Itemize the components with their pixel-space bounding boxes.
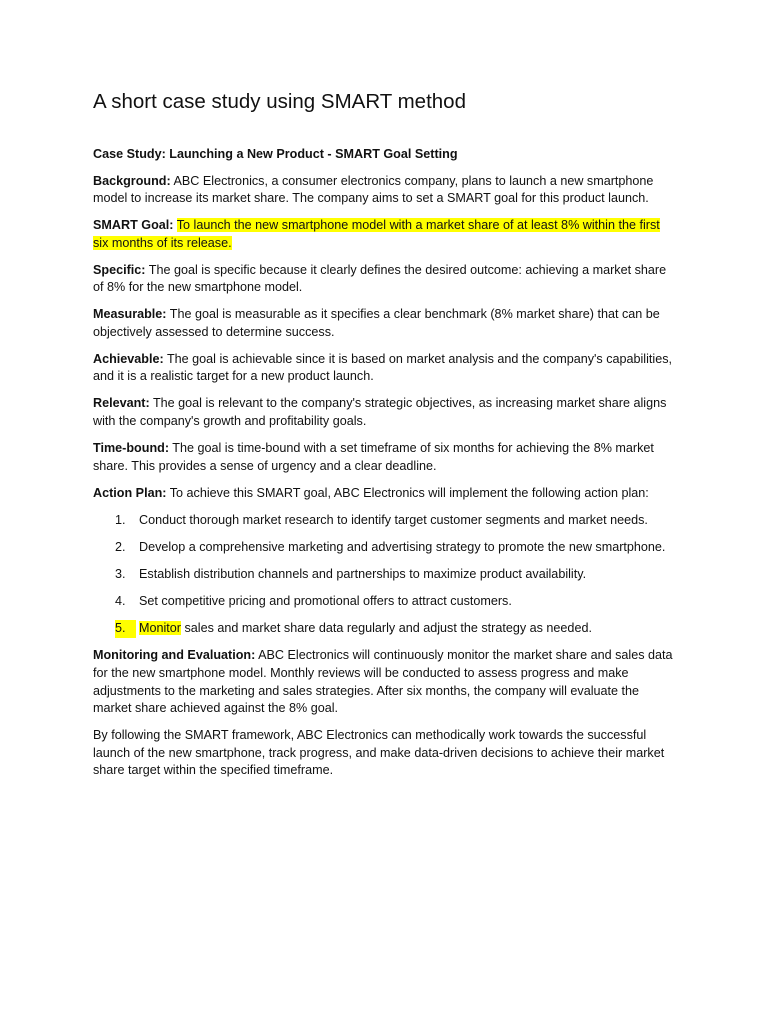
page-title: A short case study using SMART method [93,90,466,113]
document-page [93,88,678,789]
list-item [93,512,678,530]
case-study-subtitle: Case Study: Launching a New Product - SMART Goal Setting [93,147,458,161]
time-bound-label: Time-bound: [93,440,170,455]
achievable-label: Achievable: [93,351,164,366]
list-item-number: 1. [115,512,126,527]
list-item-number: 3. [115,566,126,581]
list-item [93,620,678,638]
background-text: ABC Electronics, a consumer electronics company, plans to launch a new smartphone model to increase its market share. The company aims to set a SMART goal for this product launch. [93,173,654,206]
measurable-paragraph [93,306,678,341]
list-item-text: Establish distribution channels and partnerships to maximize product availability. [139,566,587,581]
list-item-text: Develop a comprehensive marketing and advertising strategy to promote the new smartphone. [139,539,666,554]
monitoring-text: ABC Electronics will continuously monitor the market share and sales data for the new smartphone model. Monthly reviews will be conducted to assess progress and make adjustments to the marketing and sales strategies. After six months, the company will evaluate the market share achieved against the 8% goal. [93,648,673,716]
measurable-label: Measurable: [93,307,167,322]
list-item [93,566,678,584]
conclusion-paragraph: By following the SMART framework, ABC Electronics can methodically work towards the successful launch of the new smartphone, track progress, and make data-driven decisions to achieve their market share target within the specified timeframe. [93,728,665,778]
list-item-number: 4. [115,594,126,609]
list-item [93,593,678,611]
list-item-text: Set competitive pricing and promotional offers to attract customers. [139,594,512,609]
list-item-number: 2. [115,539,126,554]
specific-text: The goal is specific because it clearly defines the desired outcome: achieving a market share of 8% for the new smartphone model. [93,262,667,295]
specific-paragraph [93,262,678,297]
relevant-paragraph [93,395,678,430]
smart-goal-paragraph [93,217,678,252]
monitoring-label: Monitoring and Evaluation: [93,648,256,663]
action-plan-text: To achieve this SMART goal, ABC Electronics will implement the following action plan: [166,485,649,500]
list-item-text: Conduct thorough market research to identify target customer segments and market needs. [139,512,648,527]
achievable-paragraph [93,351,678,386]
achievable-text: The goal is achievable since it is based on market analysis and the company's capabilities, and it is a realistic target for a new product launch. [93,351,673,384]
smart-goal-highlighted-text: To launch the new smartphone model with a market share of at least 8% within the first six months of its release. [93,218,660,250]
time-bound-text: The goal is time-bound with a set timeframe of six months for achieving the 8% market share. This provides a sense of urgency and a clear deadline. [93,440,654,473]
action-plan-label: Action Plan: [93,485,167,500]
list-item-number: 5. [115,620,136,638]
list-item [93,539,678,557]
background-label: Background: [93,173,171,188]
background-paragraph [93,173,678,208]
list-item-text: sales and market share data regularly and adjust the strategy as needed. [181,621,592,636]
time-bound-paragraph [93,440,678,475]
relevant-text: The goal is relevant to the company's strategic objectives, as increasing market share aligns with the company's growth and profitability goals. [93,396,667,428]
specific-label: Specific: [93,262,146,277]
monitor-highlighted-word: Monitor [139,621,181,636]
action-plan-paragraph [93,485,678,503]
relevant-label: Relevant: [93,396,150,411]
smart-goal-label: SMART Goal: [93,218,174,233]
monitoring-paragraph [93,647,678,717]
measurable-text: The goal is measurable as it specifies a clear benchmark (8% market share) that can be objectively assessed to determine success. [93,307,660,339]
action-plan-list [93,512,678,638]
